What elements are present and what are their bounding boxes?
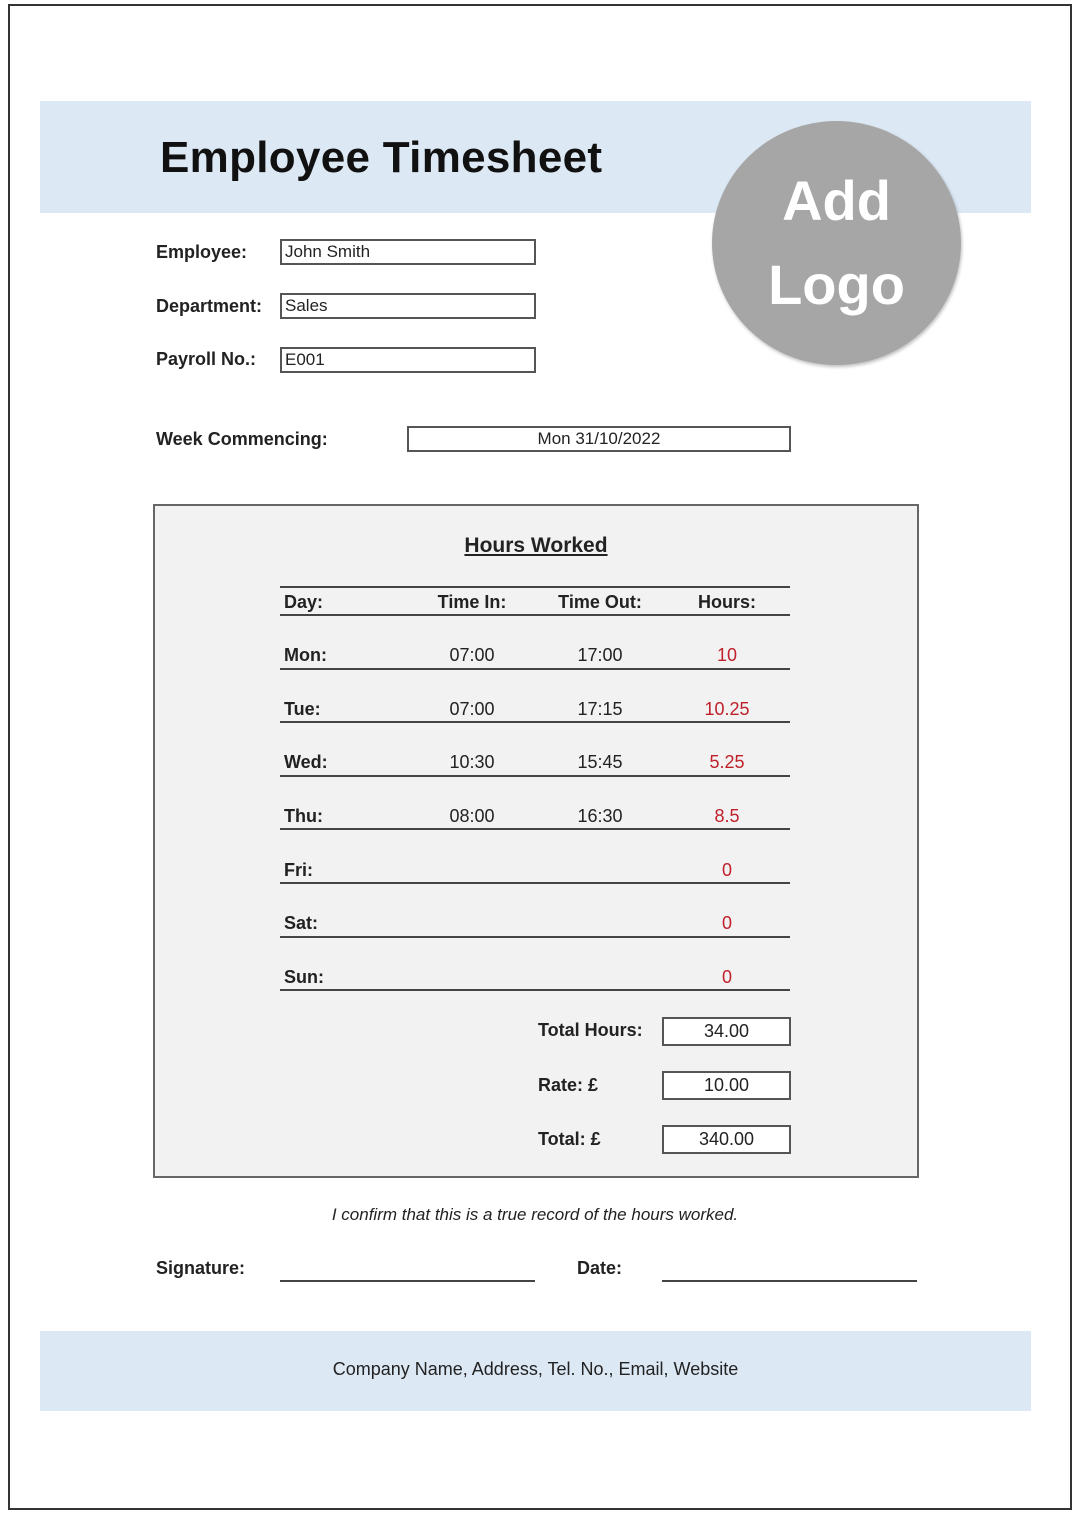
row-time-out[interactable]: 17:15 [577, 699, 623, 719]
total-hours-value: 34.00 [662, 1017, 791, 1046]
row-time-out[interactable]: 16:30 [577, 806, 623, 826]
row-line [280, 882, 790, 884]
row-hours: 8.5 [714, 806, 740, 826]
row-day: Thu: [284, 806, 323, 826]
week-commencing-label: Week Commencing: [156, 429, 328, 449]
employee-field[interactable]: John Smith [280, 239, 536, 265]
row-time-out[interactable]: 15:45 [577, 752, 623, 772]
row-time-out[interactable]: 17:00 [577, 645, 623, 665]
table-top-line [280, 586, 790, 588]
header-day: Day: [284, 592, 324, 612]
row-time-in[interactable]: 07:00 [449, 645, 495, 665]
row-day: Sat: [284, 913, 319, 933]
confirmation-text: I confirm that this is a true record of the hours worked. [331, 1205, 739, 1224]
signature-line[interactable] [280, 1280, 535, 1282]
department-label: Department: [156, 296, 263, 316]
total-pay-label: Total: £ [538, 1129, 601, 1149]
row-day: Fri: [284, 860, 313, 880]
hours-worked-panel [153, 504, 919, 1178]
department-field[interactable]: Sales [280, 293, 536, 319]
row-hours: 0 [721, 913, 732, 933]
employee-label: Employee: [156, 242, 248, 262]
signature-label: Signature: [156, 1258, 246, 1278]
hours-worked-title: Hours Worked [464, 534, 608, 557]
row-hours: 5.25 [709, 752, 745, 772]
row-line [280, 989, 790, 991]
row-hours: 0 [721, 967, 732, 987]
payroll-field[interactable]: E001 [280, 347, 536, 373]
row-time-in[interactable]: 10:30 [449, 752, 495, 772]
logo-text-line2: Logo [768, 253, 905, 316]
row-time-in[interactable]: 08:00 [449, 806, 495, 826]
row-hours: 10 [716, 645, 738, 665]
row-line [280, 721, 790, 723]
header-hours: Hours: [698, 592, 756, 612]
total-pay-value: 340.00 [662, 1125, 791, 1154]
date-line[interactable] [662, 1280, 917, 1282]
rate-field[interactable]: 10.00 [662, 1071, 791, 1100]
row-day: Wed: [284, 752, 328, 772]
header-time-in: Time In: [437, 592, 507, 612]
page-title: Employee Timesheet [160, 133, 603, 182]
row-line [280, 668, 790, 670]
row-day: Mon: [284, 645, 327, 665]
row-line [280, 936, 790, 938]
row-hours: 10.25 [704, 699, 750, 719]
logo-placeholder[interactable] [712, 121, 961, 365]
header-underline [280, 614, 790, 616]
row-hours: 0 [721, 860, 732, 880]
row-time-in[interactable]: 07:00 [449, 699, 495, 719]
logo-text-line1: Add [782, 169, 891, 232]
total-hours-label: Total Hours: [538, 1020, 643, 1040]
rate-label: Rate: £ [538, 1075, 599, 1095]
row-day: Tue: [284, 699, 321, 719]
row-day: Sun: [284, 967, 324, 987]
week-commencing-field[interactable]: Mon 31/10/2022 [407, 426, 791, 452]
row-line [280, 775, 790, 777]
payroll-label: Payroll No.: [156, 349, 257, 369]
footer-company-info: Company Name, Address, Tel. No., Email, Website [332, 1359, 739, 1379]
date-label: Date: [577, 1258, 623, 1278]
row-line [280, 828, 790, 830]
header-time-out: Time Out: [558, 592, 642, 612]
